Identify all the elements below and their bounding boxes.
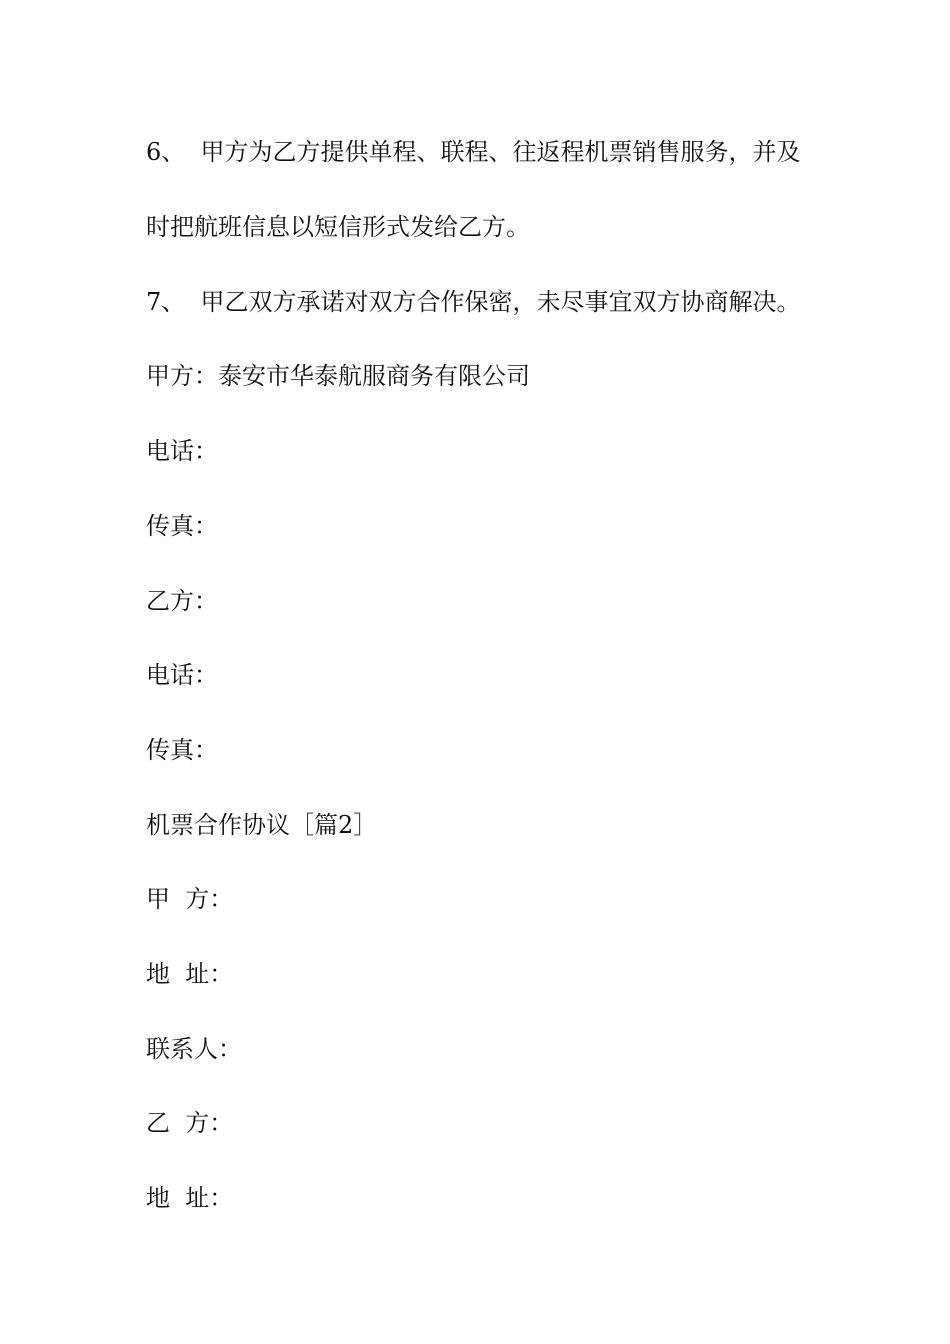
party-b-label: 乙 方： <box>146 1109 234 1137</box>
party-a-fax: 传真： <box>146 512 218 540</box>
party-a-phone: 电话： <box>146 437 218 465</box>
party-b-address: 地 址： <box>146 1184 234 1212</box>
clause-7: 7、 甲乙双方承诺对双方合作保密，未尽事宜双方协商解决。 <box>146 288 801 316</box>
party-a-address: 地 址： <box>146 960 234 988</box>
party-a-name: 甲方：泰安市华泰航服商务有限公司 <box>146 362 530 390</box>
clause-6-line-2: 时把航班信息以短信形式发给乙方。 <box>146 213 530 241</box>
section-title: 机票合作协议［篇2］ <box>146 811 378 839</box>
clause-6-line-1: 6、 甲方为乙方提供单程、联程、往返程机票销售服务，并及 <box>146 138 801 166</box>
party-a-label: 甲 方： <box>146 885 234 913</box>
party-b-name: 乙方： <box>146 587 218 615</box>
party-a-contact: 联系人： <box>146 1035 242 1063</box>
party-b-fax: 传真： <box>146 736 218 764</box>
party-b-phone: 电话： <box>146 661 218 689</box>
